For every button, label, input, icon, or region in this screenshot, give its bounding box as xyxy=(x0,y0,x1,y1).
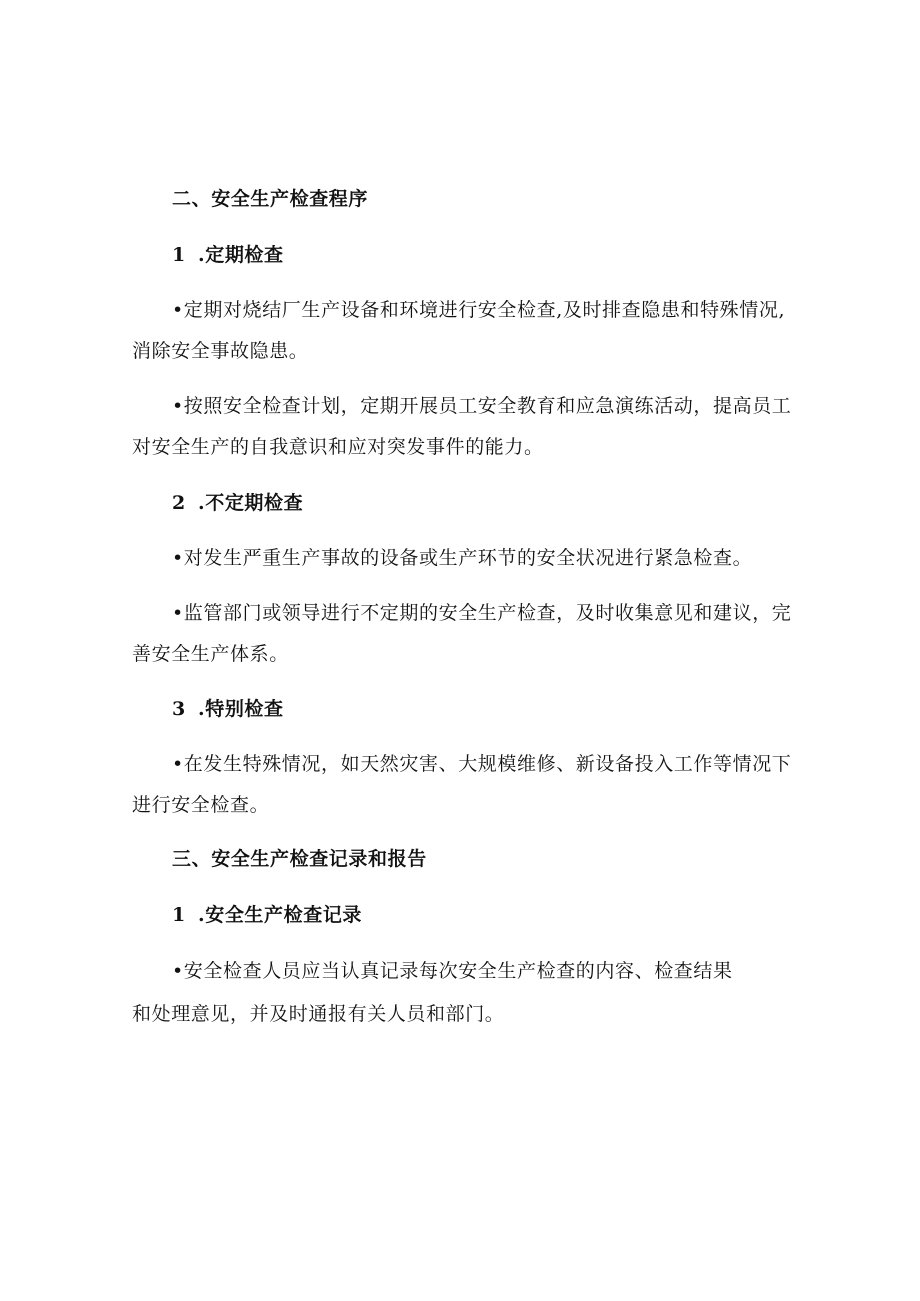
subsection-number: 2 xyxy=(172,492,186,514)
subsection-title: .不定期检查 xyxy=(198,492,304,514)
paragraph-line: •在发生特殊情况，如天然灾害、大规模维修、新设备投入工作等情况下 xyxy=(172,753,792,775)
section-heading-3: 三、安全生产检查记录和报告 xyxy=(172,848,427,870)
subsection-title: .特别检查 xyxy=(198,698,284,720)
subsection-title: .安全生产检查记录 xyxy=(198,904,363,926)
subsection-title: .定期检查 xyxy=(198,244,284,266)
paragraph-line: 进行安全检查。 xyxy=(132,794,270,816)
subsection-number: 1 xyxy=(172,244,186,266)
paragraph-line: •安全检查人员应当认真记录每次安全生产检查的内容、检查结果 xyxy=(172,960,733,982)
section-heading-2: 二、安全生产检查程序 xyxy=(172,188,369,210)
paragraph-line: 消除安全事故隐患。 xyxy=(132,340,309,362)
paragraph-line: 善安全生产体系。 xyxy=(132,643,289,665)
subsection-heading-periodic xyxy=(172,242,284,268)
subsection-number: 1 xyxy=(172,904,186,926)
paragraph-line: •定期对烧结厂生产设备和环境进行安全检查,及时排查隐患和特殊情况, xyxy=(172,299,786,321)
paragraph-line: •按照安全检查计划，定期开展员工安全教育和应急演练活动，提高员工 xyxy=(172,395,792,417)
paragraph-line: 和处理意见，并及时通报有关人员和部门。 xyxy=(132,1003,505,1025)
subsection-heading-special xyxy=(172,696,284,722)
subsection-heading-records xyxy=(172,902,362,928)
paragraph-line: •对发生严重生产事故的设备或生产环节的安全状况进行紧急检查。 xyxy=(172,547,753,569)
subsection-heading-irregular xyxy=(172,490,303,516)
subsection-number: 3 xyxy=(172,698,186,720)
paragraph-line: •监管部门或领导进行不定期的安全生产检查，及时收集意见和建议，完 xyxy=(172,602,792,624)
paragraph-line: 对安全生产的自我意识和应对突发事件的能力。 xyxy=(132,436,544,458)
